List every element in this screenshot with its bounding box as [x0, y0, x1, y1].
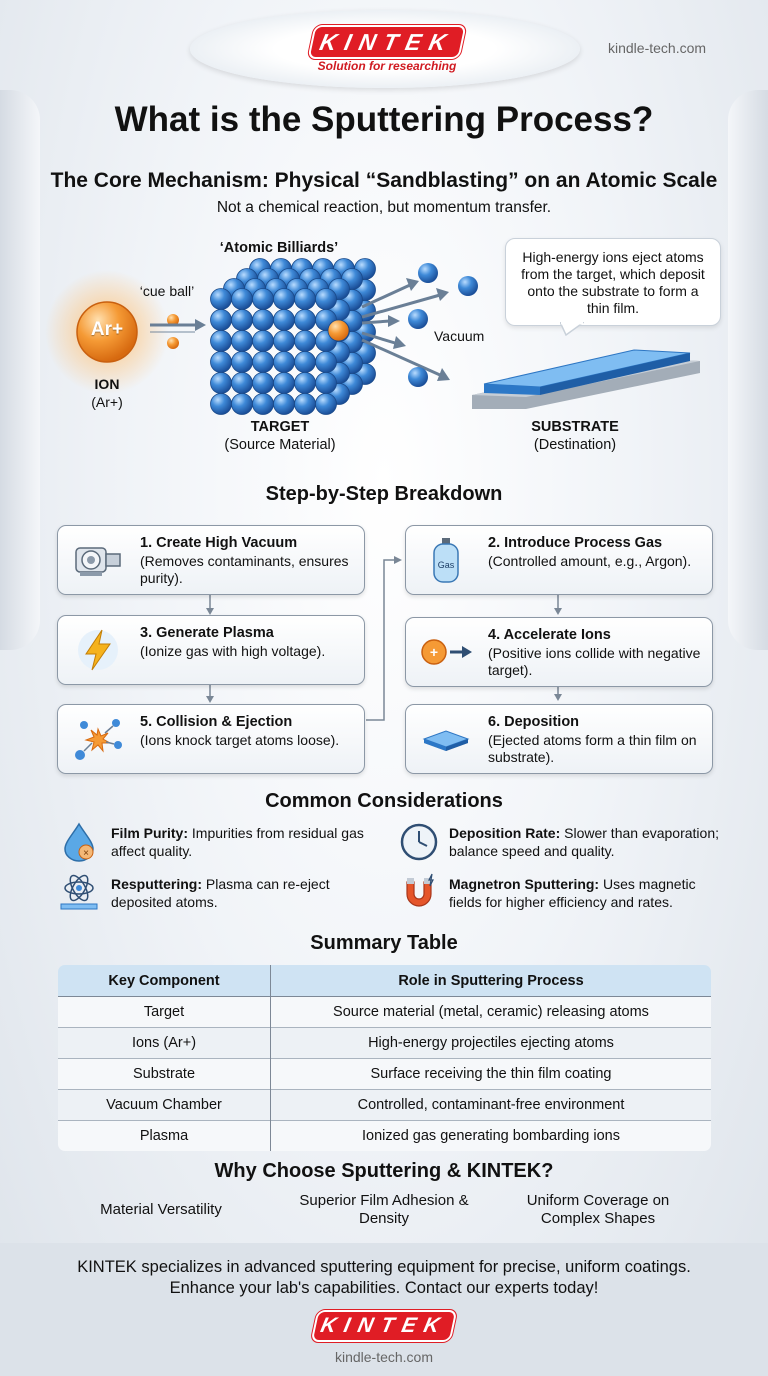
- ion-symbol: Ar+: [90, 319, 124, 340]
- small-ion-2: [167, 337, 179, 349]
- consideration-4: [449, 875, 724, 911]
- ejected-atom-1: [418, 263, 438, 283]
- plus-icon-text: +: [429, 644, 439, 660]
- cube-atom: [274, 373, 295, 394]
- cube-atom: [295, 394, 316, 415]
- footer: [0, 1243, 768, 1376]
- callout-pointer: [560, 322, 584, 336]
- table-cell: Target: [58, 997, 271, 1028]
- step-4-desc: (Positive ions collide with negative target).: [488, 645, 701, 678]
- ejected-atom-3: [408, 309, 428, 329]
- cube-atom: [274, 289, 295, 310]
- step-1-card: [57, 525, 365, 595]
- why-item-1: Material Versatility: [100, 1201, 222, 1218]
- step-4-title: 4. Accelerate Ions: [488, 627, 611, 643]
- step-6-card: [405, 704, 713, 774]
- step-1-title: 1. Create High Vacuum: [140, 535, 298, 551]
- footer-text: KINTEK specializes in advanced sputtering equipment for precise, uniform coatings. Enhance your lab's capabilities. Contact our experts today!: [77, 1258, 691, 1297]
- why-item-3: Uniform Coverage on Complex Shapes: [526, 1192, 670, 1227]
- cube-atom: [211, 394, 232, 415]
- gas-cylinder-icon: [420, 536, 472, 584]
- cube-atom: [211, 289, 232, 310]
- consideration-1: [111, 824, 391, 860]
- ion-sub-label: (Ar+): [91, 394, 123, 410]
- step-5-card: [57, 704, 365, 774]
- consideration-1-text: Impurities from residual gas affect quality.: [111, 825, 364, 859]
- cube-atom: [232, 352, 253, 373]
- lightning-icon: [72, 626, 124, 674]
- summary-heading: Summary Table: [310, 932, 458, 954]
- ion-arrow-icon: [420, 628, 472, 676]
- cube-atom: [295, 373, 316, 394]
- why-item-2: Superior Film Adhesion & Density: [299, 1192, 469, 1227]
- target-atom-cube: [211, 259, 376, 415]
- callout-bubble: [505, 238, 721, 326]
- site-url-bottom[interactable]: kindle-tech.com: [334, 1349, 434, 1365]
- step-5-desc: (Ions knock target atoms loose).: [140, 732, 340, 748]
- cube-atom: [211, 373, 232, 394]
- cube-atom: [295, 289, 316, 310]
- kintek-logo-footer: KINTEK: [313, 1312, 455, 1340]
- cube-atom: [295, 310, 316, 331]
- step-4-card: [405, 617, 713, 687]
- tagline: Solution for researching: [317, 59, 457, 73]
- ejected-atom-2: [458, 276, 478, 296]
- cube-atom: [316, 394, 337, 415]
- collision-icon: [72, 715, 124, 763]
- table-row: [58, 1059, 712, 1090]
- consideration-3: [111, 875, 391, 911]
- consideration-2-text: Slower than evaporation; balance speed and quality.: [449, 825, 719, 859]
- table-header-row: [58, 965, 712, 997]
- billiards-label: ‘Atomic Billiards’: [219, 240, 339, 256]
- cube-atom: [316, 289, 337, 310]
- table-header-component: Key Component: [58, 965, 271, 997]
- consideration-2: [449, 824, 724, 860]
- vacuum-pump-icon: [72, 536, 124, 584]
- ejected-atom-4: [408, 367, 428, 387]
- consideration-4-text: Uses magnetic fields for higher efficiency and rates.: [449, 876, 696, 910]
- cube-atom: [232, 331, 253, 352]
- step-3-title: 3. Generate Plasma: [140, 625, 274, 641]
- table-cell: Substrate: [58, 1059, 271, 1090]
- table-cell: Ions (Ar+): [58, 1028, 271, 1059]
- step-5-title: 5. Collision & Ejection: [140, 714, 293, 730]
- gas-icon-text: Gas: [437, 560, 455, 570]
- cube-atom: [253, 331, 274, 352]
- cube-atom: [295, 352, 316, 373]
- summary-table: [57, 964, 712, 1152]
- callout-text: High-energy ions eject atoms from the target, which deposit onto the substrate to form a thin film.: [521, 249, 705, 316]
- step-6-desc: (Ejected atoms form a thin film on substrate).: [488, 732, 697, 765]
- cube-atom: [253, 373, 274, 394]
- consideration-1-title: Film Purity:: [111, 825, 189, 841]
- table-row: [58, 1121, 712, 1152]
- cube-atom: [211, 352, 232, 373]
- atom-icon: [59, 872, 99, 912]
- table-cell: Ionized gas generating bombarding ions: [271, 1121, 712, 1152]
- table-row: [58, 1090, 712, 1121]
- droplet-icon: [59, 822, 99, 862]
- ion-label: ION: [94, 376, 120, 392]
- cube-atom: [232, 310, 253, 331]
- why-heading: Why Choose Sputtering & KINTEK?: [214, 1160, 554, 1182]
- table-cell: Source material (metal, ceramic) releasing atoms: [271, 997, 712, 1028]
- cube-atom: [274, 331, 295, 352]
- table-row: [58, 997, 712, 1028]
- cube-atom: [274, 352, 295, 373]
- step-6-title: 6. Deposition: [488, 714, 580, 730]
- consideration-3-title: Resputtering:: [111, 876, 202, 892]
- step-3-card: [57, 615, 365, 685]
- cube-atom: [253, 394, 274, 415]
- table-cell: High-energy projectiles ejecting atoms: [271, 1028, 712, 1059]
- target-sub-label: (Source Material): [224, 437, 336, 453]
- table-row: [58, 1028, 712, 1059]
- step-2-card: [405, 525, 713, 595]
- clock-icon: [399, 822, 439, 862]
- step-3-desc: (Ionize gas with high voltage).: [140, 643, 326, 659]
- cube-atom: [211, 331, 232, 352]
- cue-ball-label: ‘cue ball’: [139, 283, 195, 299]
- table-cell: Surface receiving the thin film coating: [271, 1059, 712, 1090]
- cube-atom: [232, 394, 253, 415]
- cube-atom: [253, 352, 274, 373]
- cube-atom: [295, 331, 316, 352]
- layer-icon: [420, 715, 472, 763]
- table-cell: Controlled, contaminant-free environment: [271, 1090, 712, 1121]
- svg-text:×: ×: [83, 848, 89, 859]
- consideration-3-text: Plasma can re-eject deposited atoms.: [111, 876, 330, 910]
- magnet-icon: [399, 872, 439, 912]
- table-cell: Plasma: [58, 1121, 271, 1152]
- vacuum-label: Vacuum: [434, 328, 485, 344]
- step-2-desc: (Controlled amount, e.g., Argon).: [488, 553, 692, 569]
- cube-atom: [232, 289, 253, 310]
- step-2-title: 2. Introduce Process Gas: [488, 535, 663, 551]
- cube-atom: [316, 373, 337, 394]
- cube-atom: [274, 310, 295, 331]
- page-title: What is the Sputtering Process?: [114, 100, 654, 139]
- considerations-heading: Common Considerations: [265, 790, 503, 812]
- cube-atom: [316, 352, 337, 373]
- cube-atom: [253, 310, 274, 331]
- substrate-sub-label: (Destination): [533, 437, 617, 453]
- mechanism-subheading: Not a chemical reaction, but momentum transfer.: [216, 199, 552, 216]
- cube-atom: [253, 289, 274, 310]
- table-header-role: Role in Sputtering Process: [271, 965, 712, 997]
- table-cell: Vacuum Chamber: [58, 1090, 271, 1121]
- consideration-4-title: Magnetron Sputtering:: [449, 876, 600, 892]
- cube-atom: [211, 310, 232, 331]
- impact-ion: [328, 320, 349, 341]
- site-url-top[interactable]: kindle-tech.com: [608, 40, 707, 56]
- substrate-label: SUBSTRATE: [531, 419, 619, 435]
- steps-heading: Step-by-Step Breakdown: [265, 483, 503, 505]
- step-1-desc: (Removes contaminants, ensures purity).: [140, 553, 349, 586]
- cube-atom: [274, 394, 295, 415]
- mechanism-heading: The Core Mechanism: Physical “Sandblasting” on an Atomic Scale: [50, 169, 718, 192]
- kintek-logo: KINTEK: [310, 27, 464, 57]
- consideration-2-title: Deposition Rate:: [449, 825, 561, 841]
- target-label: TARGET: [250, 419, 310, 435]
- cube-atom: [232, 373, 253, 394]
